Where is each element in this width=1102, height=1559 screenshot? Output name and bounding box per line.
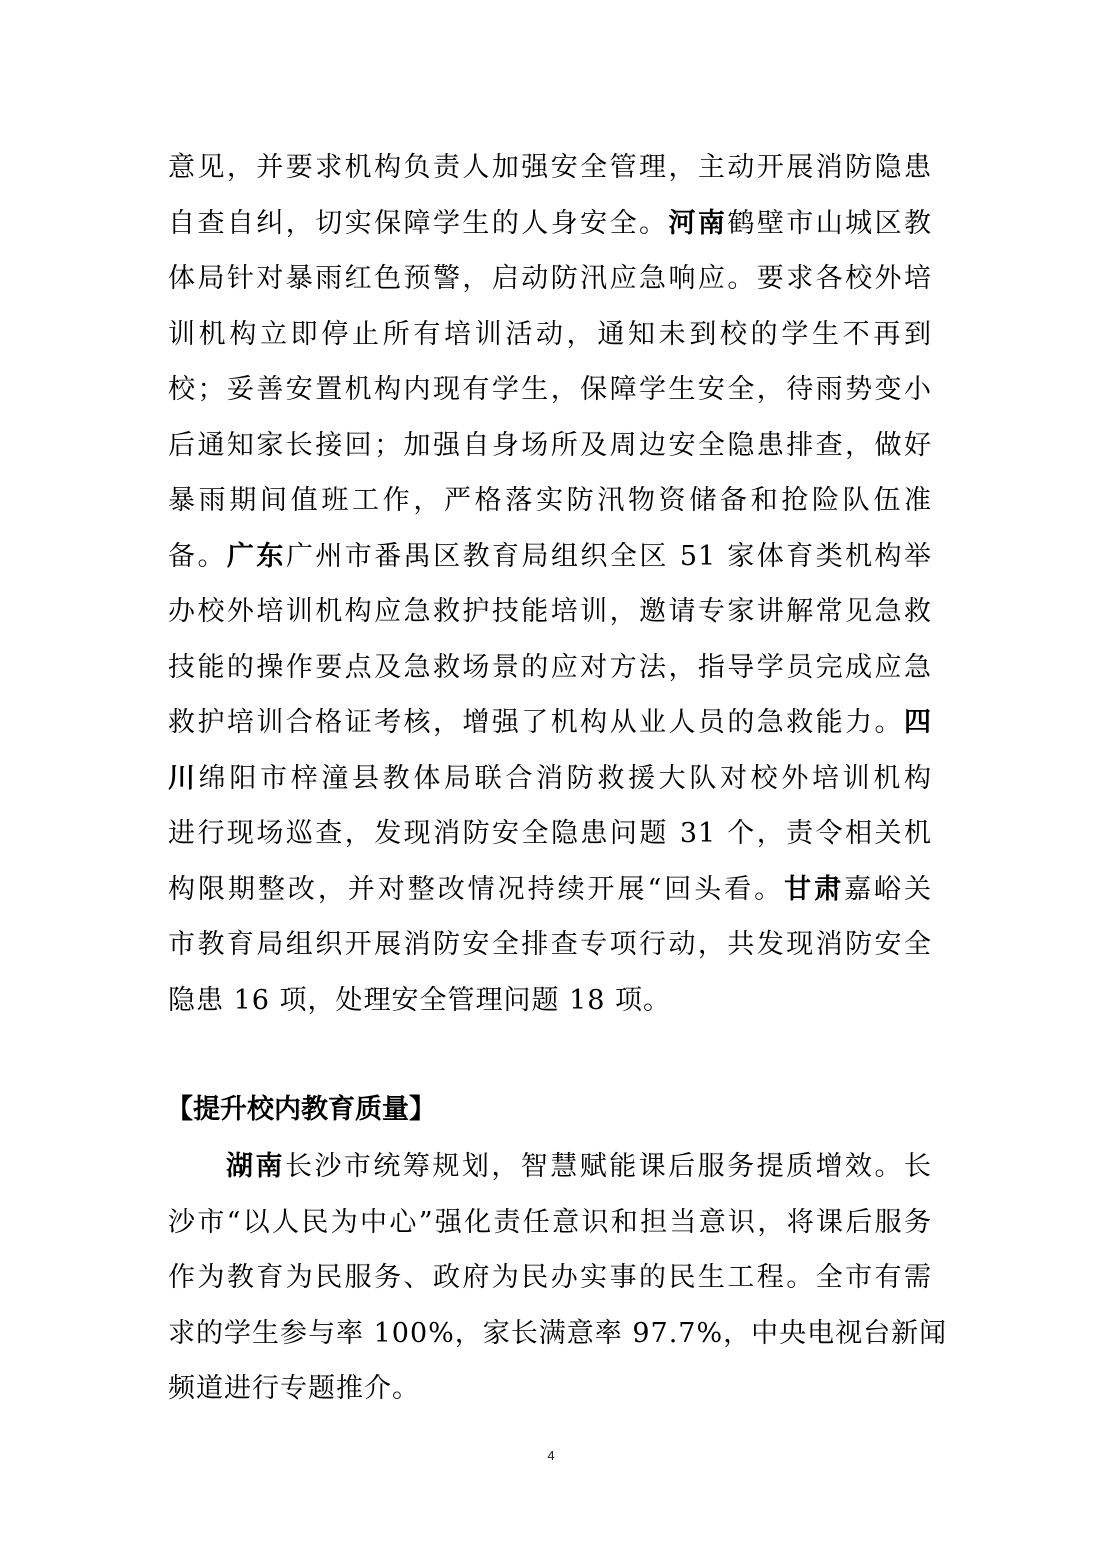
text-line <box>168 1306 948 1362</box>
text-segment: 隐患 16 项，处理安全管理问题 18 项。 <box>168 984 672 1016</box>
text-line <box>168 1250 932 1306</box>
text-line <box>168 806 932 862</box>
text-segment: 求的学生参与率 100%，家长满意率 97.7%，中央电视台新闻 <box>168 1317 948 1349</box>
text-segment: 自查自纠，切实保障学生的人身安全。 <box>168 207 669 239</box>
text-line <box>168 529 932 585</box>
text-segment: 校；妥善安置机构内现有学生，保障学生安全，待雨势变小 <box>168 374 932 405</box>
section-heading: 【提升校内教育质量】 <box>166 1094 436 1125</box>
section-2-body <box>168 1139 948 1417</box>
text-segment: 进行现场巡查，发现消防安全隐患问题 31 个，责令相关机 <box>168 818 932 849</box>
province-sichuan-part2: 川 <box>168 762 199 794</box>
text-segment: 频道进行专题推介。 <box>168 1373 420 1404</box>
text-line <box>168 251 932 307</box>
text-line <box>168 196 932 252</box>
text-segment: 沙市“以人民为中心”强化责任意识和担当意识，将课后服务 <box>168 1206 932 1238</box>
text-line <box>168 584 932 640</box>
province-hunan: 湖南 <box>226 1151 285 1182</box>
province-guangdong: 广东 <box>226 540 286 572</box>
text-segment: 广州市番禺区教育局组织全区 51 家体育类机构举 <box>285 540 932 572</box>
text-segment: 体局针对暴雨红色预警，启动防汛应急响应。要求各校外培 <box>168 263 932 294</box>
text-segment: 长沙市统筹规划，智慧赋能课后服务提质增效。长 <box>284 1151 933 1182</box>
text-segment: 嘉峪关 <box>844 873 932 905</box>
text-line <box>168 307 932 363</box>
text-segment: 意见，并要求机构负责人加强安全管理，主动开展消防隐患 <box>168 152 932 183</box>
text-segment: 后通知家长接回；加强自身场所及周边安全隐患排查，做好 <box>168 429 932 461</box>
text-line <box>168 695 932 751</box>
text-segment: 办校外培训机构应急救护技能培训，邀请专家讲解常见急救 <box>168 596 932 627</box>
text-line <box>168 640 932 696</box>
province-sichuan-part1: 四 <box>904 707 932 738</box>
text-segment: 绵阳市梓潼县教体局联合消防救援大队对校外培训机构 <box>198 762 933 794</box>
province-gansu: 甘肃 <box>784 873 845 905</box>
text-line <box>168 473 932 529</box>
text-line <box>168 973 932 1029</box>
text-line <box>168 751 932 807</box>
text-segment: 作为教育为民服务、政府为民办实事的民生工程。全市有需 <box>168 1262 932 1293</box>
text-segment: 构限期整改，并对整改情况持续开展“回头看。 <box>168 873 785 905</box>
text-segment: 救护培训合格证考核，增强了机构从业人员的急救能力。 <box>168 707 904 738</box>
text-line <box>168 140 932 196</box>
text-line <box>168 1195 932 1251</box>
text-line <box>168 1139 932 1195</box>
text-line <box>168 1361 932 1417</box>
page-number: 4 <box>547 1448 555 1463</box>
text-segment: 备。 <box>168 540 227 572</box>
text-segment: 市教育局组织开展消防安全排查专项行动，共发现消防安全 <box>168 929 932 960</box>
text-line <box>168 362 932 418</box>
section-1-body <box>168 140 932 1028</box>
text-segment: 暴雨期间值班工作，严格落实防汛物资储备和抢险队伍准 <box>168 485 932 516</box>
province-henan: 河南 <box>668 207 728 239</box>
text-line <box>168 917 932 973</box>
text-segment: 训机构立即停止所有培训活动，通知未到校的学生不再到 <box>168 318 932 350</box>
text-line <box>168 418 932 474</box>
text-segment: 技能的操作要点及急救场景的应对方法，指导学员完成应急 <box>168 651 932 683</box>
text-line <box>168 862 932 918</box>
text-segment: 鹤壁市山城区教 <box>727 207 933 239</box>
